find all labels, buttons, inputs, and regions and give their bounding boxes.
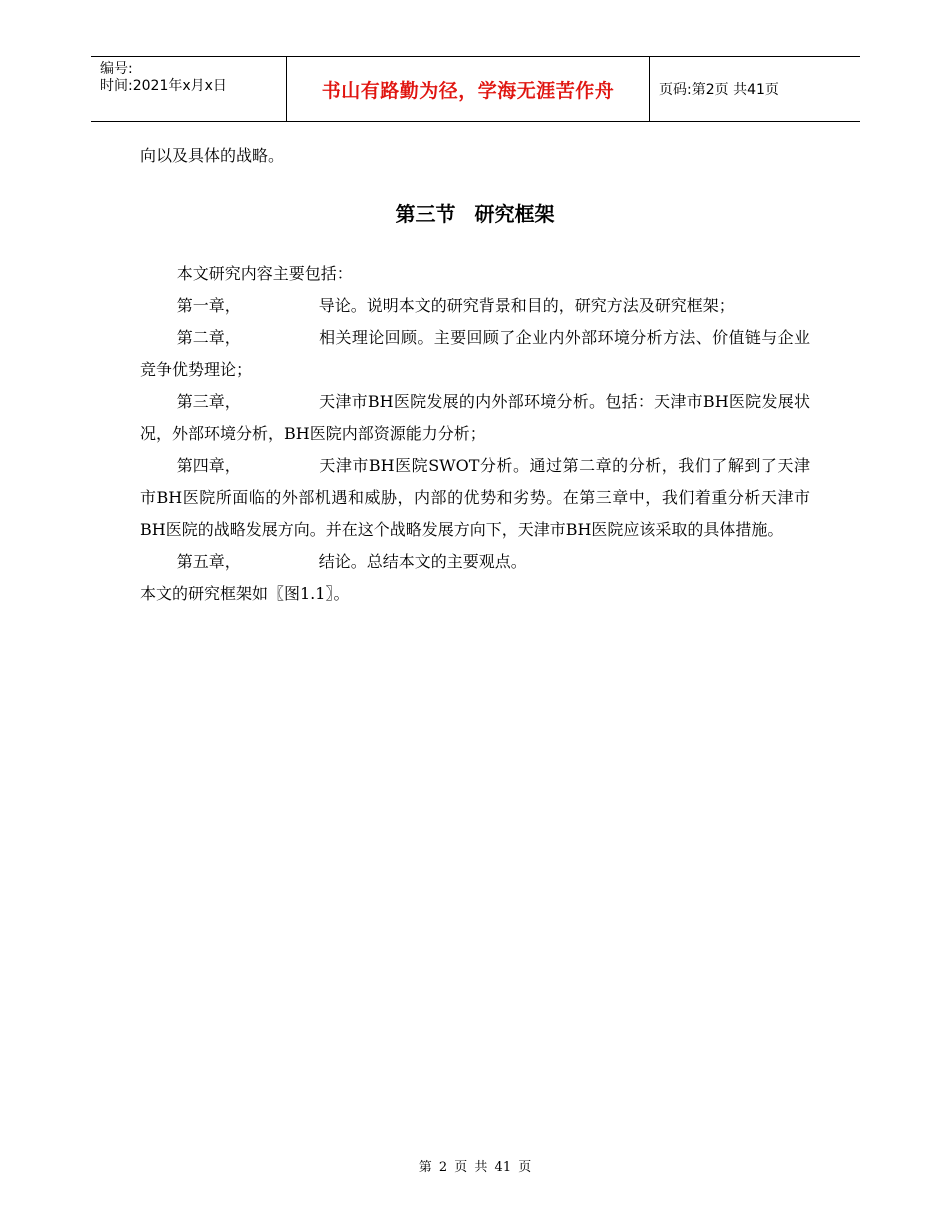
header-motto-cell xyxy=(287,57,650,121)
chapter-description: 天津市BH医院发展的内外部环境分析。包括：天津市BH医院发展状况，外部环境分析，BH医院内部资源能力分析； xyxy=(140,392,810,443)
chapter-item xyxy=(140,450,810,546)
document-number-label: 编号: xyxy=(100,61,133,77)
document-body xyxy=(140,140,810,610)
chapter-label: 第二章， xyxy=(176,328,241,347)
header-meta xyxy=(91,57,287,121)
continuation-text: 向以及具体的战略。 xyxy=(140,146,285,165)
header-page-cell xyxy=(650,57,860,121)
page-footer: 第 2 页 共 41 页 xyxy=(418,1160,532,1175)
chapter-description: 天津市BH医院SWOT分析。通过第二章的分析，我们了解到了天津市BH医院所面临的外部机遇和威胁，内部的优势和劣势。在第三章中，我们着重分析天津市BH医院的战略发展方向。并在这个战略发展方向下，天津市BH医院应该采取的具体措施。 xyxy=(140,456,810,539)
closing-paragraph: 本文的研究框架如〖图1.1〗。 xyxy=(140,584,350,603)
chapter-item xyxy=(140,290,810,322)
page-header xyxy=(91,56,860,122)
chapter-label: 第一章， xyxy=(176,296,241,315)
document-time-label: 时间:2021年x月x日 xyxy=(100,78,227,94)
section-title: 第三节 研究框架 xyxy=(395,202,555,226)
chapter-item xyxy=(140,386,810,450)
intro-paragraph: 本文研究内容主要包括： xyxy=(176,264,353,283)
chapter-description: 结论。总结本文的主要观点。 xyxy=(318,552,527,571)
header-motto: 书山有路勤为径，学海无涯苦作舟 xyxy=(321,79,615,102)
chapter-item xyxy=(140,546,810,578)
chapter-label: 第五章， xyxy=(176,552,241,571)
chapter-label: 第四章， xyxy=(176,456,241,475)
chapter-description: 导论。说明本文的研究背景和目的，研究方法及研究框架； xyxy=(318,296,735,315)
header-page-number: 页码:第2页 共41页 xyxy=(659,82,779,98)
chapter-description: 相关理论回顾。主要回顾了企业内外部环境分析方法、价值链与企业竞争优势理论； xyxy=(140,328,810,379)
chapter-item xyxy=(140,322,810,386)
chapter-label: 第三章， xyxy=(176,392,241,411)
